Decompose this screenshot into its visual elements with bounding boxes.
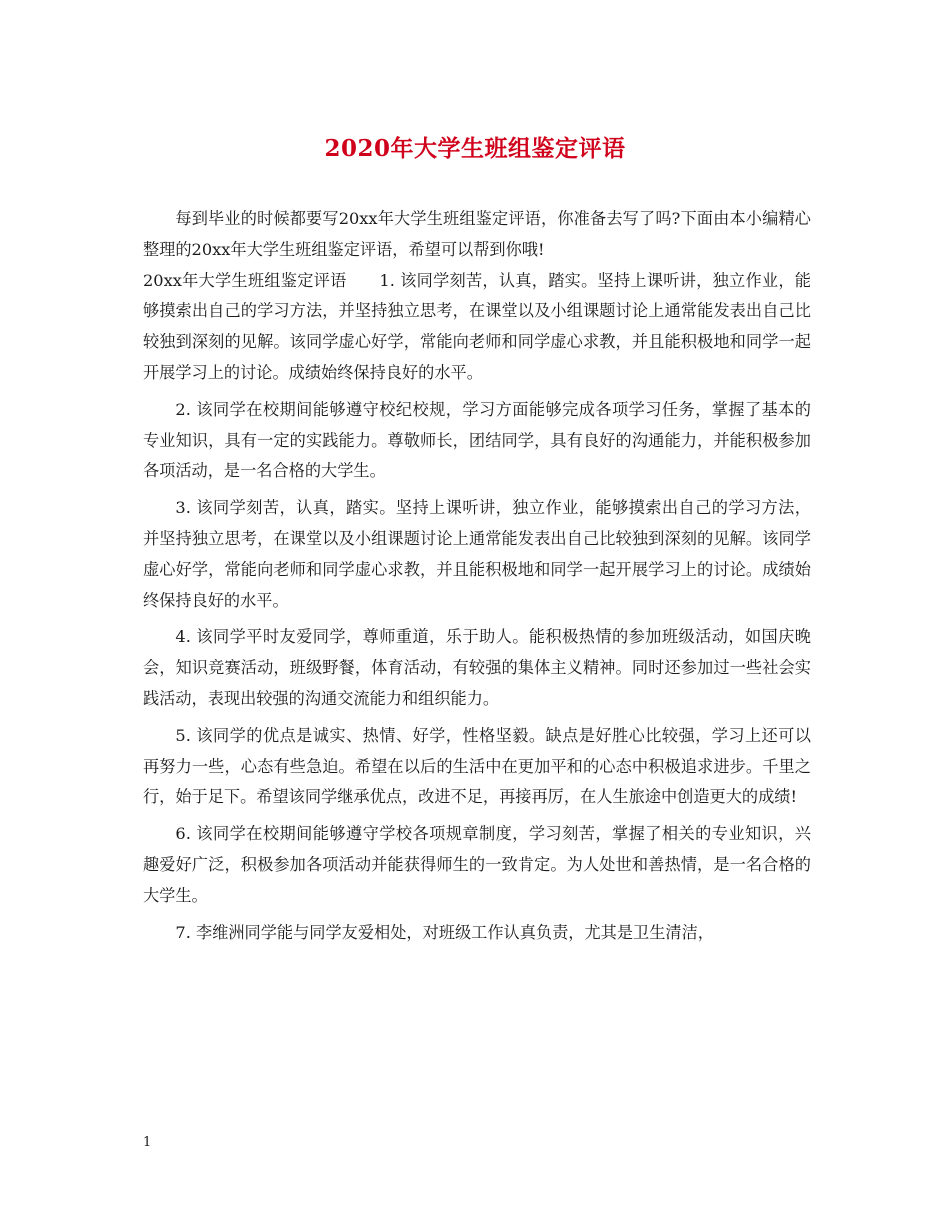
comment-paragraph-6: 6. 该同学在校期间能够遵守学校各项规章制度，学习刻苦，掌握了相关的专业知识，兴趣爱好广泛，积极参加各项活动并能获得师生的一致肯定。为人处世和善热情，是一名合格的大学生。 xyxy=(143,824,811,905)
page-number: 1 xyxy=(143,1135,152,1150)
document-title: 2020年大学生班组鉴定评语 xyxy=(324,135,626,162)
comment-paragraph-1: 20xx年大学生班组鉴定评语 1. 该同学刻苦，认真，踏实。坚持上课听讲，独立作业，能够摸索出自己的学习方法，并坚持独立思考，在课堂以及小组课题讨论上通常能发表出自己比较独到深刻的见解。该同学虚心好学，常能向老师和同学虚心求教，并且能积极地和同学一起开展学习上的讨论。成绩始终保持良好的水平。 xyxy=(143,270,811,382)
comment-paragraph-5: 5. 该同学的优点是诚实、热情、好学，性格坚毅。缺点是好胜心比较强，学习上还可以再努力一些，心态有些急迫。希望在以后的生活中在更加平和的心态中积极追求进步。千里之行，始于足下。希望该同学继承优点，改进不足，再接再厉，在人生旅途中创造更大的成绩! xyxy=(143,725,811,807)
intro-paragraph: 每到毕业的时候都要写20xx年大学生班组鉴定评语，你准备去写了吗?下面由本小编精心整理的20xx年大学生班组鉴定评语，希望可以帮到你哦! xyxy=(143,209,811,259)
document-body xyxy=(143,204,811,948)
comment-paragraph-4: 4. 该同学平时友爱同学，尊师重道，乐于助人。能积极热情的参加班级活动，如国庆晚会，知识竞赛活动，班级野餐，体育活动，有较强的集体主义精神。同时还参加过一些社会实践活动，表现出较强的沟通交流能力和组织能力。 xyxy=(143,627,811,708)
comment-paragraph-2: 2. 该同学在校期间能够遵守校纪校规，学习方面能够完成各项学习任务，掌握了基本的专业知识，具有一定的实践能力。尊敬师长，团结同学，具有良好的沟通能力，并能积极参加各项活动，是一名合格的大学生。 xyxy=(143,399,811,481)
comment-paragraph-7: 7. 李维洲同学能与同学友爱相处，对班级工作认真负责，尤其是卫生清洁， xyxy=(175,922,714,942)
comment-paragraph-3: 3. 该同学刻苦，认真，踏实。坚持上课听讲，独立作业，能够摸索出自己的学习方法，并坚持独立思考，在课堂以及小组课题讨论上通常能发表出自己比较独到深刻的见解。该同学虚心好学，常能向老师和同学虚心求教，并且能积极地和同学一起开展学习上的讨论。成绩始终保持良好的水平。 xyxy=(143,498,811,610)
